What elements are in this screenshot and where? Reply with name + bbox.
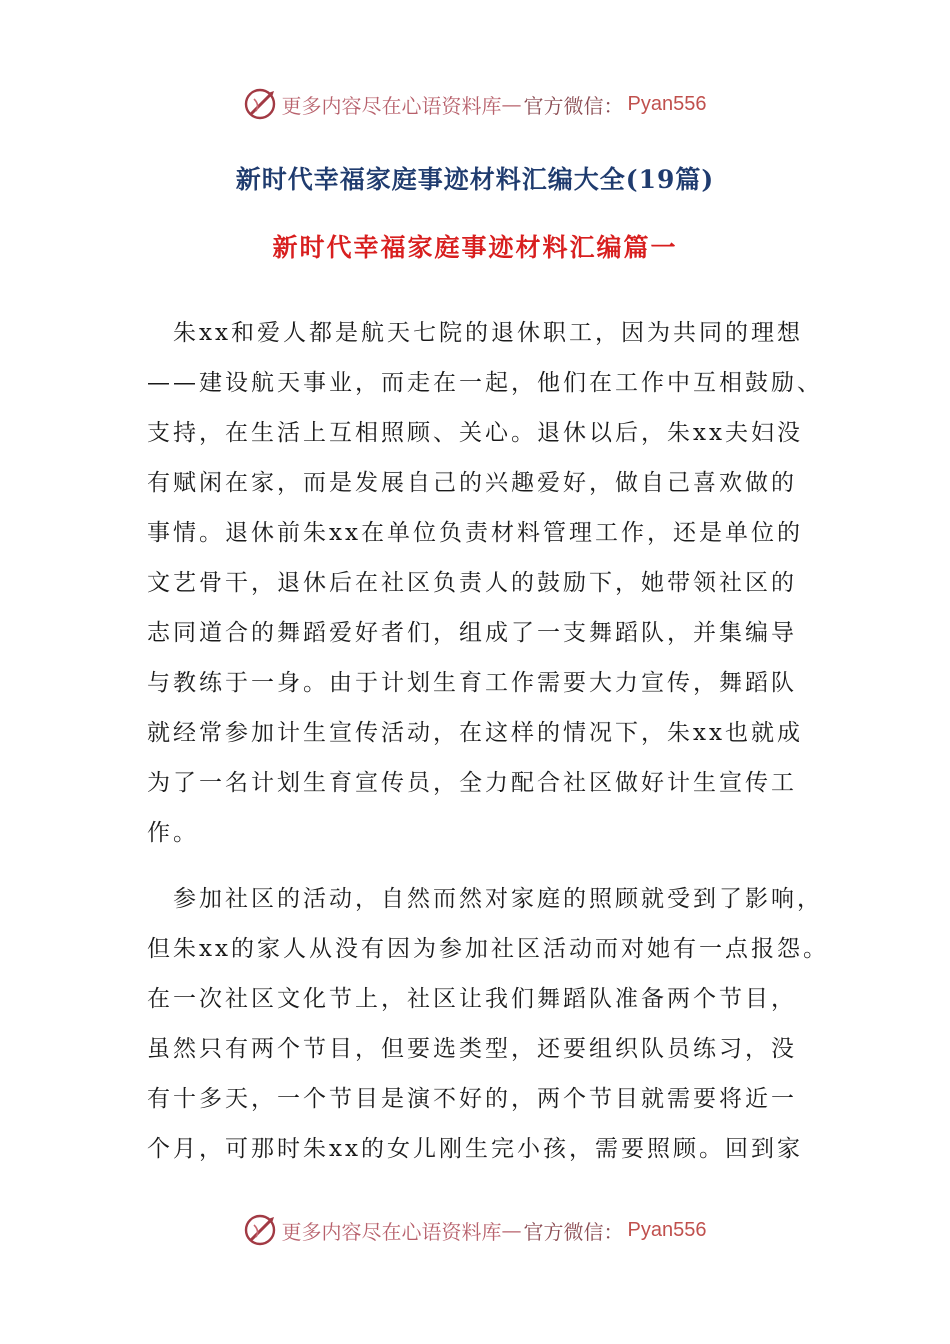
text-line: 有十多天，一个节目是演不好的，两个节目就需要将近一 xyxy=(147,1086,797,1112)
pen-logo-icon xyxy=(244,1213,278,1247)
document-title: 新时代幸福家庭事迹材料汇编大全(19篇) xyxy=(235,165,715,194)
banner-wechat-id: Pyan556 xyxy=(627,1218,707,1241)
pen-logo-icon xyxy=(244,87,278,121)
text-line: 个月，可那时朱xx的女儿刚生完小孩，需要照顾。回到家 xyxy=(147,1136,803,1162)
text-line: ——建设航天事业，而走在一起，他们在工作中互相鼓励、 xyxy=(147,370,823,396)
section-title: 新时代幸福家庭事迹材料汇编篇一 xyxy=(272,233,678,262)
text-line: 有赋闲在家，而是发展自己的兴趣爱好，做自己喜欢做的 xyxy=(147,470,797,496)
text-line: 文艺骨干，退休后在社区负责人的鼓励下，她带领社区的 xyxy=(147,570,797,596)
header-banner xyxy=(0,84,950,124)
paragraph-2 xyxy=(147,874,827,1174)
banner-text: 更多内容尽在心语资料库 xyxy=(281,93,502,118)
text-line: 就经常参加计生宣传活动，在这样的情况下，朱xx也就成 xyxy=(147,720,803,746)
text-line: 虽然只有两个节目，但要选类型，还要组织队员练习，没 xyxy=(147,1036,797,1062)
banner-separator: — xyxy=(501,92,522,116)
text-line: 支持，在生活上互相照顾、关心。退休以后，朱xx夫妇没 xyxy=(147,420,803,446)
text-line: 在一次社区文化节上，社区让我们舞蹈队准备两个节目， xyxy=(147,986,797,1012)
banner-text: 更多内容尽在心语资料库 xyxy=(281,1219,502,1244)
paragraph-1 xyxy=(147,308,827,858)
text-line: 与教练于一身。由于计划生育工作需要大力宣传，舞蹈队 xyxy=(147,670,797,696)
banner-separator: — xyxy=(501,1218,522,1242)
banner-wechat-id: Pyan556 xyxy=(627,92,707,115)
text-line: 作。 xyxy=(147,820,199,846)
footer-banner xyxy=(0,1210,950,1250)
text-line: 事情。退休前朱xx在单位负责材料管理工作，还是单位的 xyxy=(147,520,803,546)
text-line: 但朱xx的家人从没有因为参加社区活动而对她有一点报怨。 xyxy=(147,936,829,962)
text-line: 为了一名计划生育宣传员，全力配合社区做好计生宣传工 xyxy=(147,770,797,796)
text-line: 参加社区的活动，自然而然对家庭的照顾就受到了影响， xyxy=(147,886,823,912)
text-line: 朱xx和爱人都是航天七院的退休职工，因为共同的理想 xyxy=(147,320,803,346)
banner-wechat-label: 官方微信： xyxy=(523,1219,624,1244)
text-line: 志同道合的舞蹈爱好者们，组成了一支舞蹈队，并集编导 xyxy=(147,620,797,646)
banner-wechat-label: 官方微信： xyxy=(523,93,624,118)
